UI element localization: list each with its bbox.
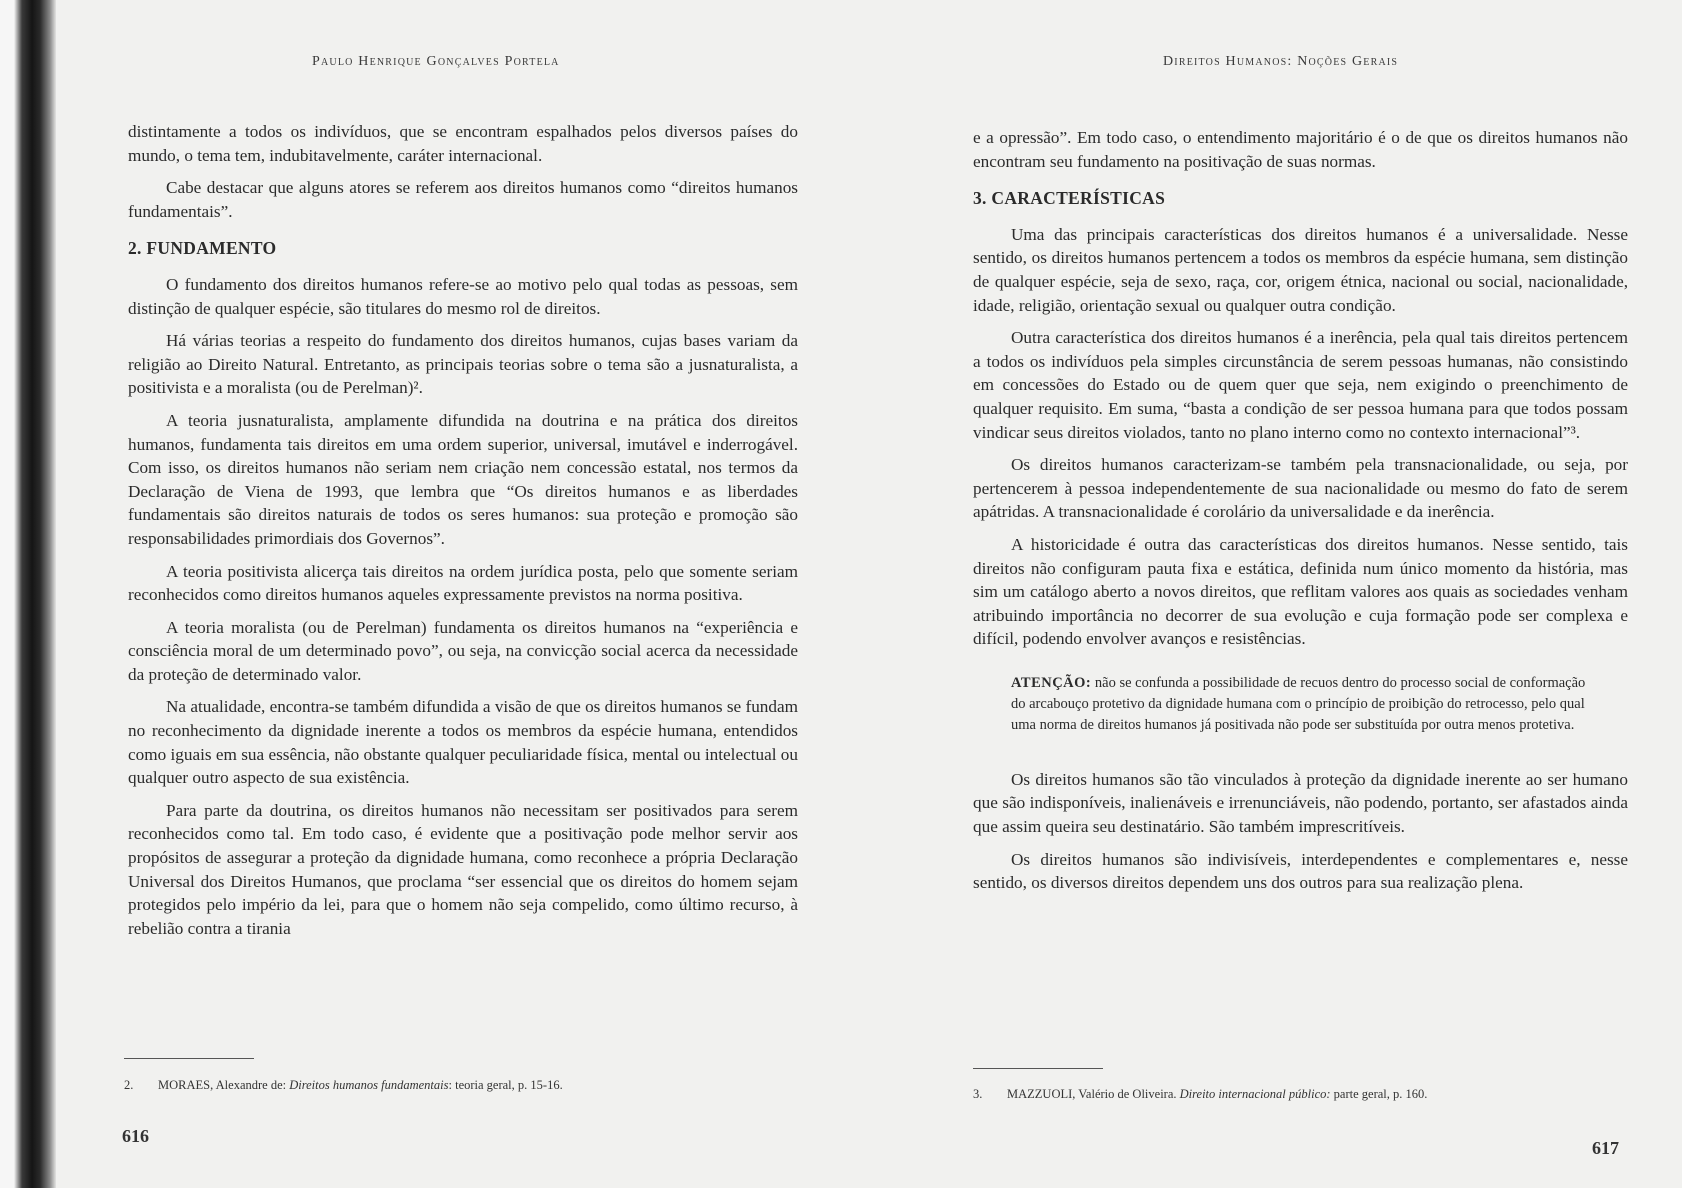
running-head-author: Paulo Henrique Gonçalves Portela xyxy=(312,54,560,69)
paragraph: e a opressão”. Em todo caso, o entendimento majoritário é o de que os direitos humanos não encontram seu fundamento na positivação de suas normas. xyxy=(973,128,1628,171)
footnote-author: MAZZUOLI, Valério de Oliveira. xyxy=(1007,1087,1180,1101)
notice-text: não se confunda a possibilidade de recuos dentro do processo social de conformação do arcabouço protetivo da dignidade humana com o princípio de proibição do retrocesso, pelo qual uma norma de direitos humanos já positivada não pode ser substituída por outra menos protetiva. xyxy=(1011,674,1586,733)
footnote-number: 3. xyxy=(973,1087,983,1101)
paragraph: distintamente a todos os indivíduos, que se encontram espalhados pelos diversos países do mundo, o tema tem, indubitavelmente, caráter internacional. xyxy=(128,122,798,165)
paragraph: Os direitos humanos são tão vinculados à proteção da dignidade inerente ao ser humano que são indisponíveis, inalienáveis e irrenunciáveis, não podendo, portanto, ser afastados ainda que assim queira seu destinatário. São também imprescritíveis. xyxy=(973,769,1628,837)
page-number: 617 xyxy=(1592,1138,1619,1158)
book-spine-shadow xyxy=(0,0,56,1188)
running-head-chapter: Direitos Humanos: Noções Gerais xyxy=(1163,54,1399,69)
right-page xyxy=(968,0,1628,1188)
footnote-rest: : teoria geral, p. 15-16. xyxy=(448,1078,563,1092)
paragraph: Os direitos humanos são indivisíveis, interdependentes e complementares e, nesse sentido, os diversos direitos dependem uns dos outros para sua realização plena. xyxy=(973,849,1628,893)
paragraph: A teoria moralista (ou de Perelman) fundamenta os direitos humanos na “experiência e consciência moral de um determinado povo”, ou seja, na convicção social acerca da necessidade da proteção de determinado valor. xyxy=(128,617,798,684)
paragraph: Os direitos humanos caracterizam-se também pela transnacionalidade, ou seja, por pertencerem à pessoa independentemente de sua nacionalidade ou mesmo do fato de serem apátridas. A transnacionalidade é corolário da universalidade e da inerência. xyxy=(973,455,1628,522)
paragraph: A historicidade é outra das características dos direitos humanos. Nesse sentido, tais direitos não configuram pauta fixa e estática, definida num único momento da história, mas sim um catálogo aberto a novos direitos, que reflitam valores aos quais as sociedades venham atribuindo importância no decorrer de sua evolução e cuja formação pode ser complexa e difícil, podendo envolver avanços e resistências. xyxy=(973,534,1628,649)
left-page xyxy=(110,0,810,1188)
paragraph: Cabe destacar que alguns atores se referem aos direitos humanos como “direitos humanos fundamentais”. xyxy=(128,178,798,221)
footnote-author: MORAES, Alexandre de: xyxy=(158,1078,290,1092)
paragraph: A teoria jusnaturalista, amplamente difundida na doutrina e na prática dos direitos humanos, fundamenta tais direitos em uma ordem superior, universal, imutável e inderrogável. Com isso, os direitos humanos não seriam nem criação nem concessão estatal, nos termos da Declaração de Viena de 1993, que lembra que “Os direitos humanos e as liberdades fundamentais são direitos naturais de todos os seres humanos: sua proteção e promoção são responsabilidades primordiais dos Governos”. xyxy=(128,410,798,548)
paragraph: A teoria positivista alicerça tais direitos na ordem jurídica posta, pelo que somente seriam reconhecidos como direitos humanos aqueles expressamente previstos na norma positiva. xyxy=(128,561,798,605)
page-number: 616 xyxy=(122,1126,149,1146)
footnote-number: 2. xyxy=(124,1078,134,1092)
footnote-title: Direito internacional público: xyxy=(1179,1087,1331,1101)
paragraph: O fundamento dos direitos humanos refere-se ao motivo pelo qual todas as pessoas, sem distinção de qualquer espécie, são titulares do mesmo rol de direitos. xyxy=(128,274,798,318)
paragraph: Há várias teorias a respeito do fundamento dos direitos humanos, cujas bases variam da religião ao Direito Natural. Entretanto, as principais teorias sobre o tema são a jusnaturalista, a positivista e a moralista (ou de Perelman)². xyxy=(128,331,798,398)
footnote-rule xyxy=(124,1058,254,1059)
right-page-body xyxy=(973,126,1628,904)
paragraph: Na atualidade, encontra-se também difundida a visão de que os direitos humanos se fundam no reconhecimento da dignidade inerente a todos os membros da espécie humana, entendidos como iguais em sua essência, não obstante qualquer peculiaridade física, mental ou intelectual ou qualquer outro aspecto de sua existência. xyxy=(128,697,798,788)
notice-label: ATENÇÃO: xyxy=(1011,674,1092,691)
footnote xyxy=(124,1078,563,1093)
footnote-rule xyxy=(973,1068,1103,1069)
footnote xyxy=(973,1087,1427,1102)
footnote-rest: parte geral, p. 160. xyxy=(1330,1087,1428,1101)
paragraph: Uma das principais características dos direitos humanos é a universalidade. Nesse sentido, os direitos humanos pertencem a todos os membros da espécie humana, sem distinção de qualquer espécie, seja de sexo, raça, cor, origem étnica, nacional ou social, nacionalidade, idade, religião, orientação sexual ou qualquer outra condição. xyxy=(973,224,1628,315)
footnote-title: Direitos humanos fundamentais xyxy=(289,1078,449,1092)
paragraph: Para parte da doutrina, os direitos humanos não necessitam ser positivados para serem reconhecidos como tal. Em todo caso, é evidente que a positivação pode melhor servir aos propósitos de assegurar a proteção da dignidade humana, como reconhece a própria Declaração Universal dos Direitos Humanos, que proclama “ser essencial que os direitos do homem sejam protegidos pelo império da lei, para que o homem não seja compelido, como último recurso, à rebelião contra a tirania xyxy=(128,800,798,938)
attention-notice xyxy=(1011,673,1594,736)
section-heading: 3. CARACTERÍSTICAS xyxy=(973,188,1166,209)
left-page-body xyxy=(128,120,798,949)
section-heading: 2. FUNDAMENTO xyxy=(128,238,277,259)
paragraph: Outra característica dos direitos humanos é a inerência, pela qual tais direitos pertencem a todos os indivíduos pela simples circunstância de serem pessoas humanas, não consistindo em concessões do Estado ou de quem quer que seja, nem exigindo o preenchimento de qualquer requisito. Em suma, “basta a condição de ser pessoa humana para que todos possam vindicar seus direitos violados, tanto no plano interno como no contexto internacional”³. xyxy=(973,328,1628,442)
